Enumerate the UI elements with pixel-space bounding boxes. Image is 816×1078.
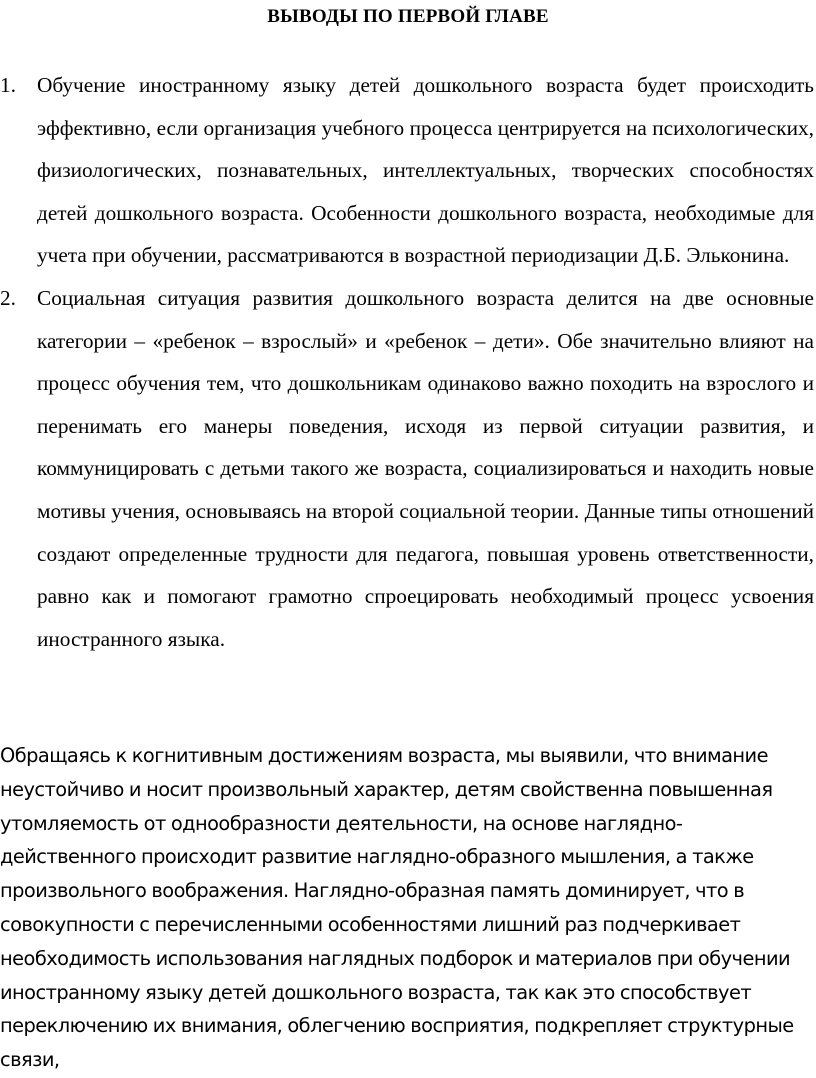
list-item-2 [0,277,816,660]
list-item-text: Обучение иностранному языку детей дошкольного возраста будет происходить эффективно, если организация учебного процесса центрируется на психологических, физиологических, познавательных, интеллектуальных, творческих способностях детей дошкольного возраста. Особенности дошкольного возраста, необходимые для учета при обучении, рассматриваются в возрастной периодизации Д.Б. Эльконина. [37,73,814,268]
conclusions-list [0,64,816,660]
list-item-1 [0,64,816,277]
list-item-number: 2. [0,285,16,310]
closing-paragraph: Обращаясь к когнитивным достижениям возраста, мы выявили, что внимание неустойчиво и носит произвольный характер, детям свойственна повышенная утомляемость от однообразности деятельности, на основе наглядно-действенного происходит развитие наглядно-образного мышления, а также произвольного воображения. Наглядно-образная память доминирует, что в совокупности с перечисленными особенностями лишний раз подчеркивает необходимость использования наглядных подборок и материалов при обучении иностранному языку детей дошкольного возраста, так как это способствует переключению их внимания, облегчению восприятия, подкрепляет структурные связи, [0,744,794,1072]
page-title: ВЫВОДЫ ПО ПЕРВОЙ ГЛАВЕ [267,6,549,27]
list-item-text: Социальная ситуация развития дошкольного возраста делится на две основные категории – «ребенок – взрослый» и «ребенок – дети». Обе значительно влияют на процесс обучения тем, что дошкольникам одинаково важно походить на взрослого и перенимать его манеры поведения, исходя из первой ситуации развития, и коммуницировать с детьми такого же возраста, социализироваться и находить новые мотивы учения, основываясь на второй социальной теории. Данные типы отношений создают определенные трудности для педагога, повышая уровень ответственности, равно как и помогают грамотно спроецировать необходимый процесс усвоения иностранного языка. [37,285,814,651]
list-item-number: 1. [0,73,16,97]
